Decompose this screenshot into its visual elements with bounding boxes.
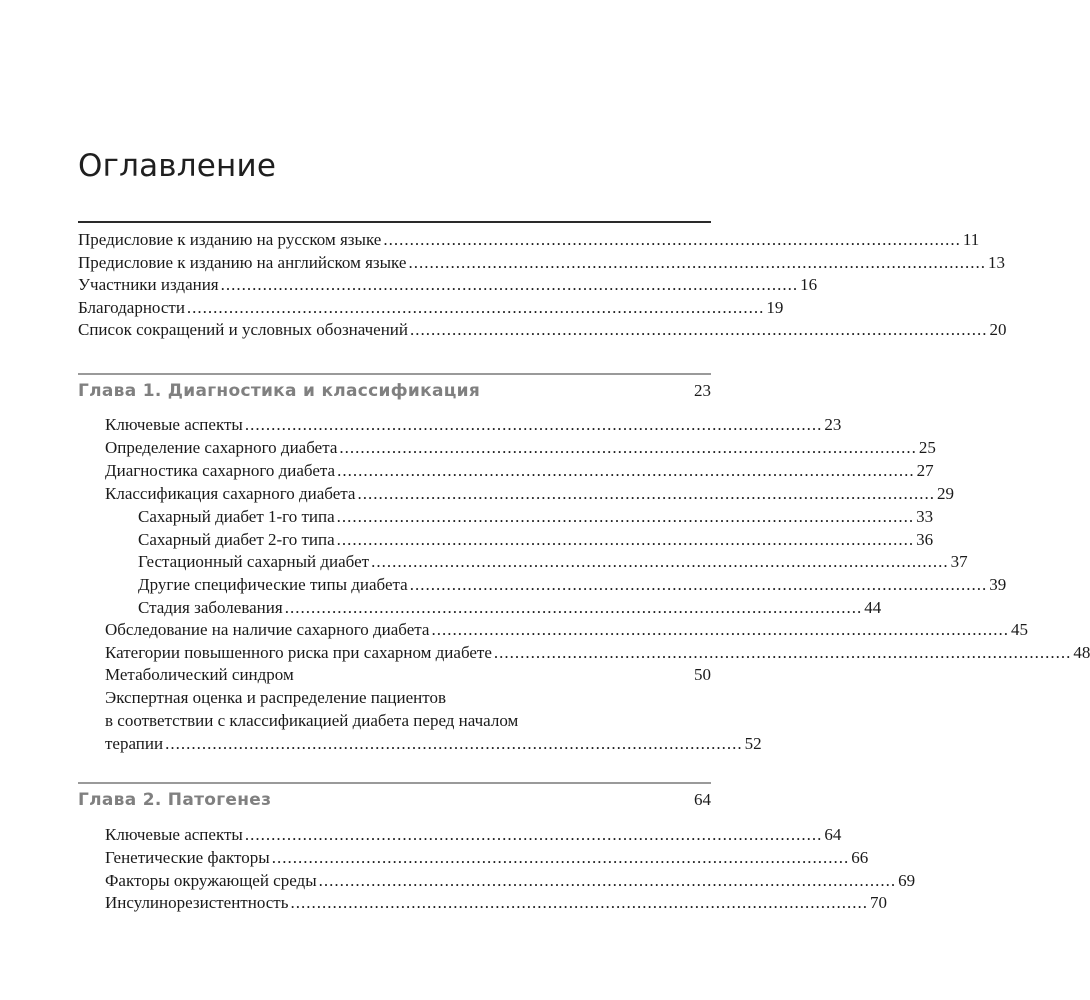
chapter-heading[interactable] bbox=[78, 790, 711, 816]
chapter-title: Глава 2. Патогенез bbox=[78, 790, 272, 810]
toc-leader: .............................................................................................................. bbox=[408, 253, 986, 272]
toc-entry-page: 23 bbox=[824, 415, 842, 434]
toc-entry-page: 25 bbox=[918, 438, 936, 457]
toc-subentry[interactable] bbox=[138, 596, 882, 620]
toc-entry[interactable] bbox=[105, 823, 842, 847]
toc-leader: .............................................................................................................. bbox=[244, 415, 823, 434]
toc-leader: .............................................................................................................. bbox=[284, 598, 863, 617]
toc-entry-page: 11 bbox=[962, 230, 980, 249]
toc-entry-title: Ключевые аспекты bbox=[105, 825, 243, 844]
toc-leader: .............................................................................................................. bbox=[244, 825, 823, 844]
toc-entry[interactable] bbox=[78, 318, 1007, 342]
toc-entry-title: Другие специфические типы диабета bbox=[138, 575, 408, 594]
toc-entry-title: Гестационный сахарный диабет bbox=[138, 552, 370, 571]
toc-leader: .............................................................................................................. bbox=[220, 275, 799, 294]
chapter-page: 64 bbox=[694, 790, 711, 809]
toc-entry-page: 52 bbox=[744, 734, 762, 753]
toc-entry-title: Участники издания bbox=[78, 275, 219, 294]
toc-entry[interactable] bbox=[78, 273, 818, 297]
toc-leader: .............................................................................................................. bbox=[431, 620, 1009, 639]
chapter-divider bbox=[78, 782, 711, 784]
toc-entry-page: 39 bbox=[989, 575, 1007, 594]
toc-entry-title: Благодарности bbox=[78, 298, 185, 317]
chapter-page: 23 bbox=[694, 381, 711, 400]
toc-entry-title: Обследование на наличие сахарного диабета bbox=[105, 620, 430, 639]
toc-subentry[interactable] bbox=[138, 573, 1007, 597]
toc-entry-title: Сахарный диабет 1-го типа bbox=[138, 507, 335, 526]
toc-leader: .............................................................................................................. bbox=[409, 575, 988, 594]
toc-entry-page: 33 bbox=[916, 507, 934, 526]
toc-entry-page: 45 bbox=[1010, 620, 1028, 639]
toc-entry-title: Предисловие к изданию на английском языке bbox=[78, 253, 407, 272]
toc-entry-title: Сахарный диабет 2-го типа bbox=[138, 530, 335, 549]
toc-entry[interactable] bbox=[105, 663, 711, 687]
toc-leader: .............................................................................................................. bbox=[337, 461, 915, 480]
chapter-divider bbox=[78, 373, 711, 375]
toc-entry-title: Метаболический синдром bbox=[105, 665, 294, 684]
toc-leader: .............................................................................................................. bbox=[493, 643, 1072, 662]
toc-leader: .............................................................................................................. bbox=[357, 484, 935, 503]
toc-leader: .............................................................................................................. bbox=[165, 734, 743, 753]
toc-entry-page: 44 bbox=[864, 598, 882, 617]
toc-entry-page: 64 bbox=[824, 825, 842, 844]
toc-entry-title: Определение сахарного диабета bbox=[105, 438, 338, 457]
toc-entry-page: 16 bbox=[800, 275, 818, 294]
toc-entry-multiline[interactable] bbox=[105, 686, 762, 755]
toc-entry-title: Стадия заболевания bbox=[138, 598, 283, 617]
toc-subentry[interactable] bbox=[138, 550, 968, 574]
toc-leader: .............................................................................................................. bbox=[410, 320, 988, 339]
toc-entry-page: 36 bbox=[916, 530, 934, 549]
toc-leader: .............................................................................................................. bbox=[271, 848, 850, 867]
toc-entry-page: 27 bbox=[916, 461, 934, 480]
toc-entry[interactable] bbox=[78, 251, 1005, 275]
toc-entry-page: 20 bbox=[989, 320, 1007, 339]
toc-entry-title-line: в соответствии с классификацией диабета перед началом bbox=[105, 711, 519, 730]
toc-entry-page: 69 bbox=[898, 871, 916, 890]
toc-entry-title: Факторы окружающей среды bbox=[105, 871, 317, 890]
toc-leader: .............................................................................................................. bbox=[339, 438, 917, 457]
toc-entry-title-line: терапии bbox=[105, 734, 164, 753]
toc-entry-page: 19 bbox=[766, 298, 784, 317]
toc-entry-page: 70 bbox=[870, 893, 887, 912]
toc-entry[interactable] bbox=[105, 641, 1090, 665]
toc-entry[interactable] bbox=[78, 296, 784, 320]
chapter-heading[interactable] bbox=[78, 381, 711, 407]
toc-entry-title: Генетические факторы bbox=[105, 848, 270, 867]
toc-entry-page: 50 bbox=[694, 665, 711, 684]
toc-entry-title: Предисловие к изданию на русском языке bbox=[78, 230, 382, 249]
toc-entry-page: 37 bbox=[950, 552, 968, 571]
toc-leader: .............................................................................................................. bbox=[336, 507, 915, 526]
toc-entry[interactable] bbox=[78, 228, 980, 252]
toc-entry[interactable] bbox=[105, 869, 916, 893]
toc-entry-title: Категории повышенного риска при сахарном диабете bbox=[105, 643, 492, 662]
toc-leader: .............................................................................................................. bbox=[371, 552, 949, 571]
toc-entry[interactable] bbox=[105, 436, 936, 460]
toc-leader: .............................................................................................................. bbox=[186, 298, 765, 317]
toc-entry[interactable] bbox=[105, 846, 869, 870]
toc-entry-page: 66 bbox=[851, 848, 869, 867]
toc-entry-page: 29 bbox=[936, 484, 954, 503]
toc-entry-title: Ключевые аспекты bbox=[105, 415, 243, 434]
toc-entry[interactable] bbox=[105, 891, 887, 915]
toc-entry[interactable] bbox=[105, 459, 934, 483]
toc-entry[interactable] bbox=[105, 413, 842, 437]
toc-entry-page: 13 bbox=[987, 253, 1005, 272]
page-title: Оглавление bbox=[78, 148, 277, 184]
chapter-title: Глава 1. Диагностика и классификация bbox=[78, 381, 481, 401]
toc-entry-page: 48 bbox=[1073, 643, 1090, 662]
toc-leader: .............................................................................................................. bbox=[336, 530, 915, 549]
toc-entry[interactable] bbox=[105, 618, 1028, 642]
toc-entry-title: Классификация сахарного диабета bbox=[105, 484, 356, 503]
toc-leader: .............................................................................................................. bbox=[290, 893, 868, 912]
toc-subentry[interactable] bbox=[138, 505, 934, 529]
toc-leader: .............................................................................................................. bbox=[383, 230, 961, 249]
title-divider bbox=[78, 221, 711, 223]
toc-entry-title: Инсулинорезистентность bbox=[105, 893, 289, 912]
toc-subentry[interactable] bbox=[138, 528, 934, 552]
toc-entry-title-line: Экспертная оценка и распределение пациентов bbox=[105, 688, 446, 707]
toc-leader: .............................................................................................................. bbox=[318, 871, 897, 890]
toc-entry-title: Диагностика сахарного диабета bbox=[105, 461, 336, 480]
toc-entry-title: Список сокращений и условных обозначений bbox=[78, 320, 409, 339]
toc-entry[interactable] bbox=[105, 482, 954, 506]
